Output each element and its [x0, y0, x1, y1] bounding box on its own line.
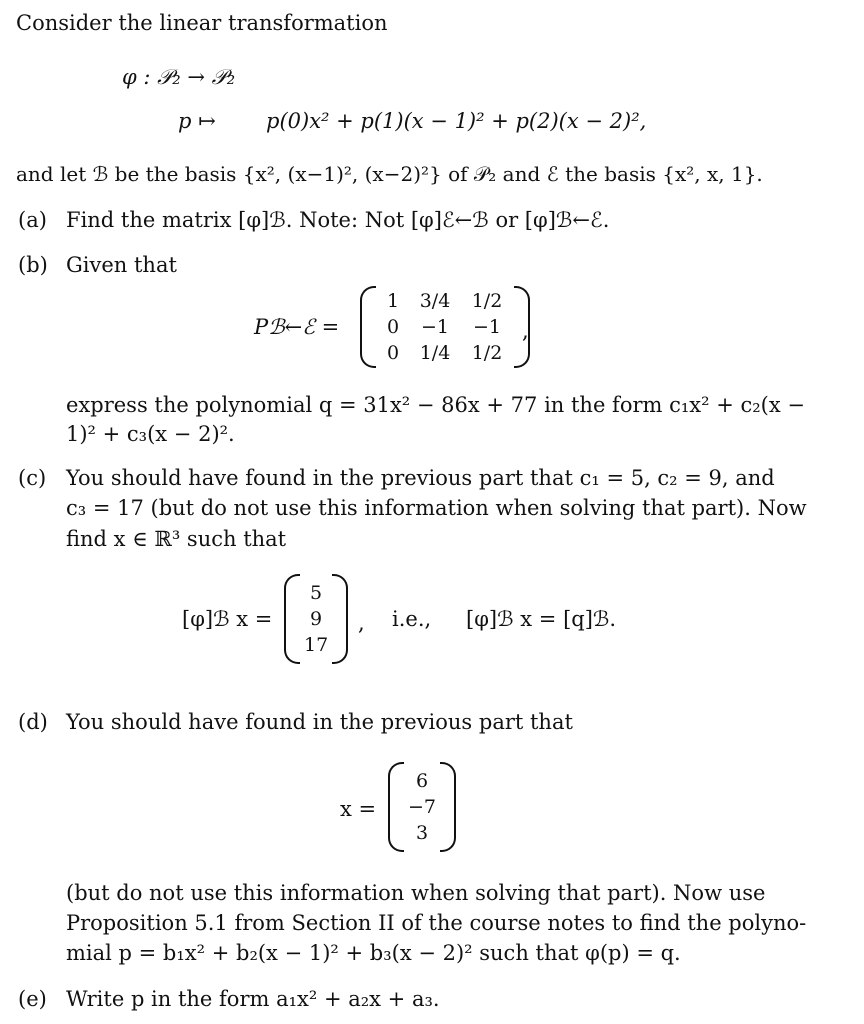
matrix-cell: 1/2: [471, 342, 503, 364]
change-of-basis-label: Pℬ←ℰ =: [254, 315, 340, 339]
matrix-cell: 1/4: [419, 342, 451, 364]
basis-definition: and let ℬ be the basis {x², (x−1)², (x−2)²} of 𝒫₂ and ℰ the basis {x², x, 1}.: [16, 162, 763, 186]
part-d-label: (d): [18, 710, 48, 734]
vector-entry: 9: [309, 608, 323, 630]
matrix-cell: 0: [386, 316, 400, 338]
part-d-line2: (but do not use this information when solving that part). Now use: [66, 881, 766, 905]
part-b-line2: 1)² + c₃(x − 2)².: [66, 422, 235, 446]
vector-entries: [300, 580, 332, 658]
matrix-cell: 0: [386, 342, 400, 364]
part-c-line2: c₃ = 17 (but do not use this information when solving that part). Now: [66, 496, 807, 520]
map-rule-right: p(0)x² + p(1)(x − 1)² + p(2)(x − 2)²,: [266, 109, 647, 133]
part-d-eq-left: x =: [340, 797, 377, 821]
matrix-cell: 1: [386, 290, 400, 312]
map-signature: φ : 𝒫₂ → 𝒫₂: [122, 65, 236, 89]
change-of-basis-matrix: [360, 286, 530, 368]
matrix-comma: ,: [522, 319, 529, 343]
right-paren: [440, 762, 456, 852]
part-a-label: (a): [18, 208, 47, 232]
part-c-eq-comma: ,: [358, 611, 365, 635]
matrix-cell: 3/4: [419, 290, 451, 312]
matrix-cell: 1/2: [471, 290, 503, 312]
part-b-intro: Given that: [66, 253, 177, 277]
part-c-eq-right: [φ]ℬ x = [q]ℬ.: [466, 607, 617, 631]
matrix-entries: [376, 288, 514, 366]
part-c-vector: [284, 574, 348, 664]
part-d-line4: mial p = b₁x² + b₂(x − 1)² + b₃(x − 2)² such that φ(p) = q.: [66, 941, 681, 965]
vector-entry: 6: [415, 770, 429, 792]
matrix-cell: −1: [472, 316, 501, 338]
left-paren: [284, 574, 300, 664]
part-b-line1: express the polynomial q = 31x² − 86x + 77 in the form c₁x² + c₂(x −: [66, 393, 805, 417]
map-rule-left: p ↦: [178, 109, 216, 133]
part-e-text: Write p in the form a₁x² + a₂x + a₃.: [66, 987, 440, 1011]
part-c-label: (c): [18, 466, 47, 490]
vector-entry: −7: [408, 796, 437, 818]
right-paren: [332, 574, 348, 664]
part-c-eq-left: [φ]ℬ x =: [182, 607, 273, 631]
intro-text: Consider the linear transformation: [16, 11, 388, 35]
part-d-line3: Proposition 5.1 from Section II of the course notes to find the polyno-: [66, 911, 807, 935]
part-d-line1: You should have found in the previous part that: [66, 710, 573, 734]
part-b-label: (b): [18, 253, 48, 277]
part-e-label: (e): [18, 987, 47, 1011]
left-paren: [360, 286, 376, 368]
part-c-line3: find x ∈ ℝ³ such that: [66, 527, 287, 551]
vector-entry: 17: [304, 634, 329, 656]
part-c-line1: You should have found in the previous part that c₁ = 5, c₂ = 9, and: [66, 466, 775, 490]
part-c-ie: i.e.,: [392, 607, 432, 631]
part-a-text: Find the matrix [φ]ℬ. Note: Not [φ]ℰ←ℬ or [φ]ℬ←ℰ.: [66, 208, 610, 232]
vector-entries: [404, 768, 440, 846]
vector-entry: 5: [309, 582, 323, 604]
part-d-vector: [388, 762, 456, 852]
matrix-cell: −1: [420, 316, 449, 338]
vector-entry: 3: [415, 822, 429, 844]
left-paren: [388, 762, 404, 852]
